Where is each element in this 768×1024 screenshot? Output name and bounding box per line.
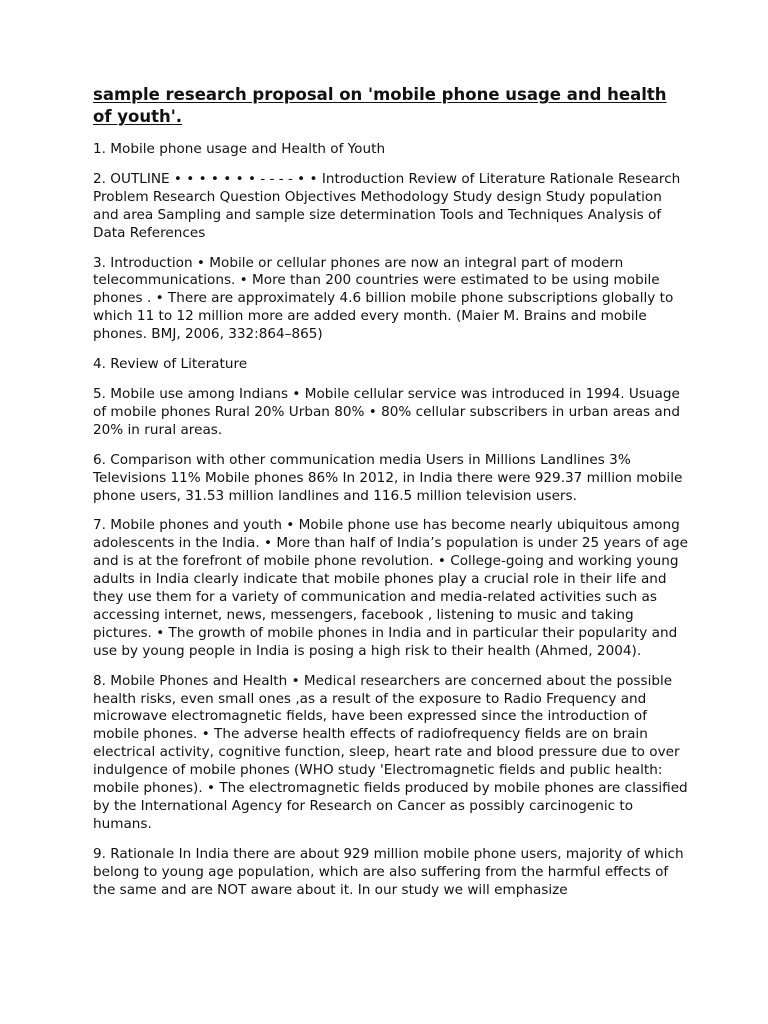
paragraph-5-mobile-use: 5. Mobile use among Indians • Mobile cellular service was introduced in 1994. Usuage of mobile phones Rural 20% Urban 80% • 80% cellular subscribers in urban areas and 20% in rural areas. [93, 385, 680, 438]
paragraph-9-rationale: 9. Rationale In India there are about 929 million mobile phone users, majority of which belong to young age population, which are also suffering from the harmful effects of the same and are NOT aware about it. In our study we will emphasize [93, 845, 684, 898]
paragraph-2-outline: 2. OUTLINE • • • • • • • ‑ ‑ ‑ ‑ • • Introduction Review of Literature Rationale Research Problem Research Question Objectives Methodology Study design Study population and area Sampling and sample size determination Tools and Techniques Analysis of Data References [93, 170, 681, 241]
paragraph-7-youth: 7. Mobile phones and youth • Mobile phone use has become nearly ubiquitous among adolescents in the India. • More than half of India’s population is under 25 years of age and is at the forefront of mobile phone revolution. • College-going and working young adults in India clearly indicate that mobile phones play a crucial role in their life and they use them for a variety of communication and media-related activities such as accessing internet, news, messengers, facebook , listening to music and taking pictures. • The growth of mobile phones in India and in particular their popularity and use by young people in India is posing a high risk to their health (Ahmed, 2004). [93, 517, 689, 659]
paragraph-3-introduction: 3. Introduction • Mobile or cellular phones are now an integral part of modern telecommunications. • More than 200 countries were estimated to be using mobile phones . • There are approximately 4.6 billion mobile phone subscriptions globally to which 11 to 12 million more are added every month. (Maier M. Brains and mobile phones. BMJ, 2006, 332:864–865) [93, 254, 674, 343]
paragraph-8-health: 8. Mobile Phones and Health • Medical researchers are concerned about the possible health risks, even small ones ,as a result of the exposure to Radio Frequency and microwave electromagnetic fields, have been expressed since the introduction of mobile phones. • The adverse health effects of radiofrequency fields are on brain electrical activity, cognitive function, sleep, heart rate and blood pressure due to over indulgence of mobile phones (WHO study 'Electromagnetic fields and public health: mobile phones). • The electromagnetic fields produced by mobile phones are classified by the International Agency for Research on Cancer as possibly carcinogenic to humans. [93, 672, 688, 832]
paragraph-1: 1. Mobile phone usage and Health of Youth [93, 141, 386, 157]
paragraph-4-review: 4. Review of Literature [93, 356, 248, 373]
document-title: sample research proposal on 'mobile phone usage and health of youth'. [93, 85, 667, 126]
paragraph-6-comparison: 6. Comparison with other communication media Users in Millions Landlines 3% Televisions 11% Mobile phones 86% In 2012, in India there were 929.37 million mobile phone users, 31.53 million landlines and 116.5 million television users. [93, 451, 683, 504]
document-page [93, 84, 693, 912]
